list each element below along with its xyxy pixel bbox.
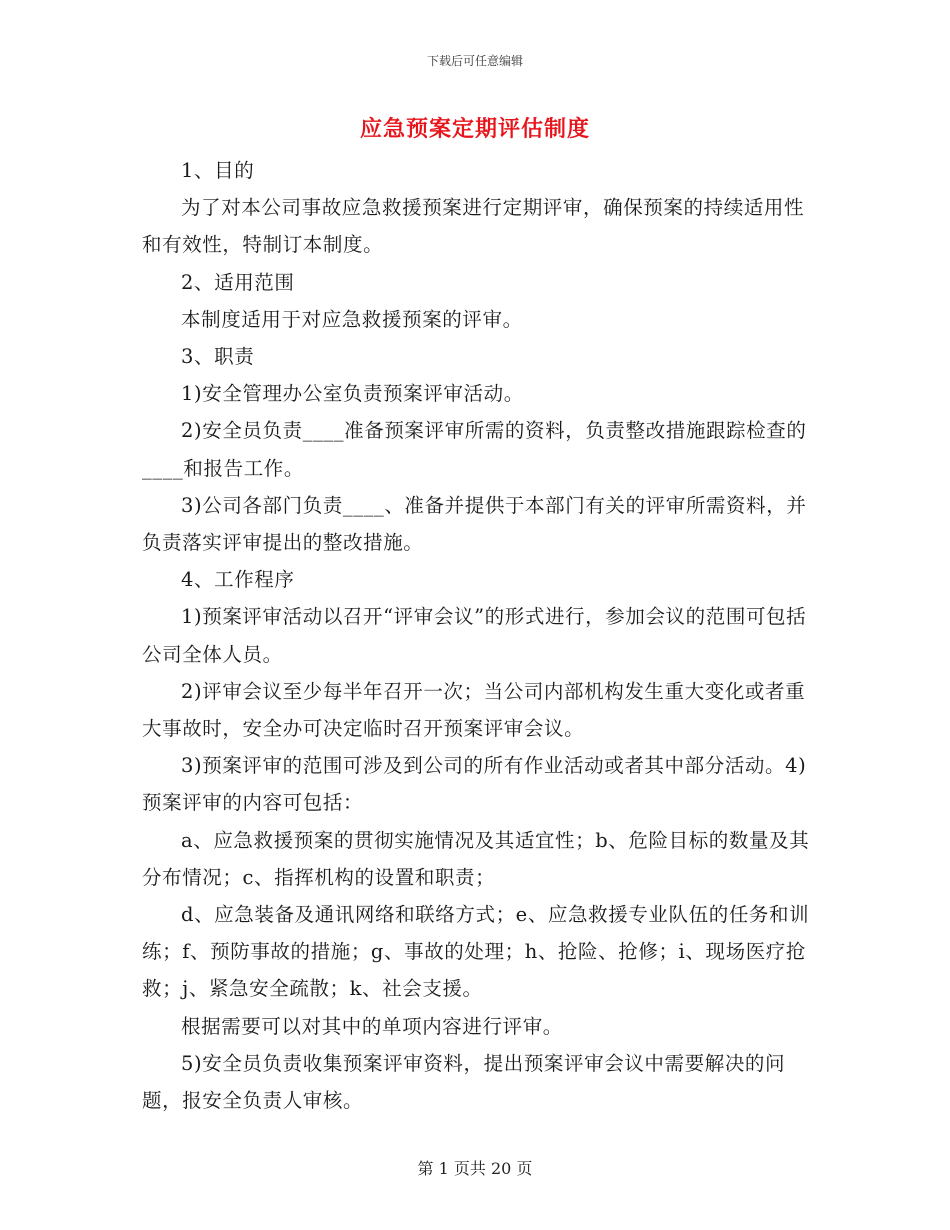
paragraph: 本制度适用于对应急救援预案的评审。: [181, 307, 523, 331]
paragraph: 3)公司各部门负责____、准备并提供于本部门有关的评审所需资料，并负责落实评审提出的整改措施。: [142, 493, 807, 555]
paragraph: 2)安全员负责____准备预案评审所需的资料，负责整改措施跟踪检查的____和报告工作。: [142, 419, 807, 480]
paragraph: 2)评审会议至少每半年召开一次；当公司内部机构发生重大变化或者重大事故时，安全办可决定临时召开预案评审会议。: [142, 679, 806, 741]
paragraph: 1)安全管理办公室负责预案评审活动。: [181, 382, 524, 406]
page-footer: 第 1 页共 20 页: [417, 1159, 533, 1178]
page-header: 下载后可任意编辑: [426, 54, 523, 68]
section-heading: 1、目的: [181, 159, 255, 182]
paragraph: a、应急救援预案的贯彻实施情况及其适宜性；b、危险目标的数量及其分布情况；c、指挥机构的设置和职责；: [142, 828, 810, 889]
section-heading: 2、适用范围: [181, 270, 295, 294]
paragraph: 为了对本公司事故应急救援预案进行定期评审，确保预案的持续适用性和有效性，特制订本制度。: [142, 196, 805, 257]
document-body: [142, 152, 810, 1119]
section-heading: 3、职责: [181, 345, 255, 369]
paragraph: 5)安全员负责收集预案评审资料，提出预案评审会议中需要解决的问题，报安全负责人审核。: [142, 1051, 786, 1113]
paragraph: 3)预案评审的范围可涉及到公司的所有作业活动或者其中部分活动。4)预案评审的内容可包括：: [142, 754, 807, 815]
document-title: 应急预案定期评估制度: [359, 116, 590, 142]
paragraph: 根据需要可以对其中的单项内容进行评审。: [181, 1014, 563, 1038]
paragraph: d、应急装备及通讯网络和联络方式；e、应急救援专业队伍的任务和训练；f、预防事故的措施；g、事故的处理；h、抢险、抢修；i、现场医疗抢救；j、紧急安全疏散；k、社会支援。: [142, 903, 810, 1001]
section-heading: 4、工作程序: [181, 568, 295, 592]
paragraph: 1)预案评审活动以召开“评审会议”的形式进行，参加会议的范围可包括公司全体人员。: [142, 605, 807, 666]
